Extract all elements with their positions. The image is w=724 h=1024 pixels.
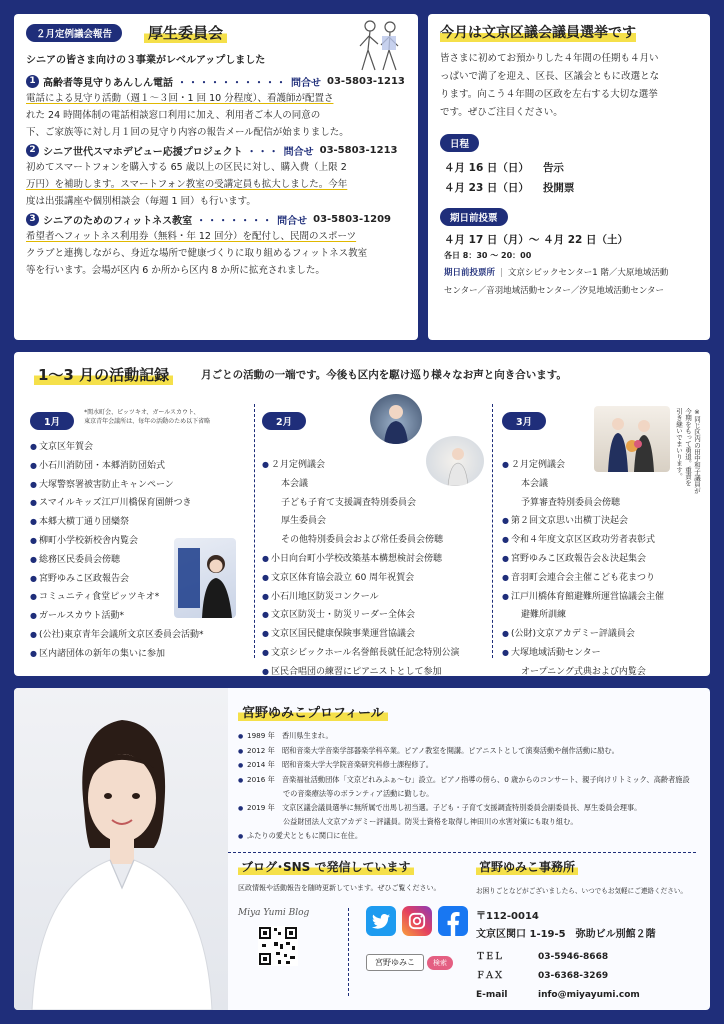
list-item — [262, 606, 486, 625]
column-divider — [254, 404, 255, 658]
report-item-3-heading: シニアのためのフィットネス教室 — [43, 215, 193, 227]
search-box[interactable] — [366, 954, 453, 971]
office-postal: 〒112-0014 — [476, 911, 539, 922]
section-divider — [228, 852, 696, 853]
march-list — [502, 456, 702, 676]
bullet-icon: ● — [502, 535, 509, 545]
schedule-list — [440, 158, 698, 198]
fax-label: ＦＡＸ — [476, 971, 504, 981]
profile-line — [238, 729, 704, 744]
list-item — [30, 645, 250, 664]
person-photo-icon — [426, 436, 484, 486]
office-description: お困りごとなどがございましたら、いつでもお気軽にご連絡ください。 — [476, 887, 687, 895]
report-item-2-heading-row — [26, 141, 406, 159]
report-item-3-body — [26, 228, 406, 279]
office-section — [476, 856, 704, 1006]
list-item — [502, 494, 702, 513]
profile-line — [238, 758, 704, 773]
list-item-text: 令和４年度文京区区政功労者表彰式 — [510, 535, 655, 546]
list-item-text: 小石川消防団・本郷消防団始式 — [38, 460, 165, 471]
profile-line — [238, 829, 704, 844]
email-address[interactable]: info@miyayumi.com — [538, 990, 640, 1000]
tel-label: ＴＥＬ — [476, 952, 504, 962]
sns-description: 区政情報や活動報告を随時更新しています。ぜひご覧ください。 — [238, 884, 441, 892]
body-line: クラブと連携しながら、身近な場所で健康づくりに取り組めるフィットネス教室 — [26, 248, 368, 259]
report-tag: ２月定例議会報告 — [26, 24, 122, 42]
list-item-text: 本郷大横丁通り団欒祭 — [38, 517, 129, 528]
profile-line-text: 2012 年 昭和音楽大学音楽学部器楽学科卒業。ピアノ教室を開講。ピアニストとして演奏活動や創作活動に励む。 — [247, 745, 619, 755]
list-item-text: 宮野ゆみこ区政報告会＆決起集会 — [510, 553, 646, 564]
body-line: 電話による見守り活動（週１～３回・1 回 10 分程度）、看護師が配置さ — [26, 93, 334, 104]
early-voting-hours: 各日 8：30 ～ 20：00 — [444, 251, 532, 260]
venue-label: 期日前投票所 — [444, 268, 496, 278]
march-photo-caption: ※同じ区内の田中和子議員が 今期をもって勇退。重責を 引き継いでまいります。 — [675, 408, 701, 494]
list-item — [262, 569, 486, 588]
twitter-icon[interactable] — [366, 906, 396, 936]
early-voting-label: 期日前投票 — [440, 208, 508, 226]
profile-line — [238, 773, 704, 788]
bullet-icon: ● — [238, 762, 244, 769]
number-badge-2: 2 — [26, 144, 39, 157]
contact-phone-1[interactable]: 03-5803-1213 — [327, 75, 405, 87]
contact-phone-2[interactable]: 03-5803-1213 — [319, 144, 398, 156]
column-divider — [348, 908, 349, 996]
body-line: 下、ご家族等に対し月１回の見守り内容の報告メール配信が始まりました。 — [26, 127, 349, 138]
list-item-text: 江戸川橋体育館避難所運営協議会主催 — [510, 591, 664, 602]
list-item — [502, 569, 702, 588]
bullet-icon: ● — [262, 666, 269, 676]
dot-leader: ・・・・・・・・・・ — [177, 77, 287, 89]
committee-report-panel — [14, 14, 418, 340]
report-item-3-heading-row — [26, 210, 406, 228]
schedule-row — [444, 178, 698, 198]
schedule-label: 日程 — [440, 134, 479, 152]
report-lead: シニアの皆さま向けの３事業がレベルアップしました — [26, 55, 266, 66]
contact-phone-3[interactable]: 03-5803-1209 — [313, 213, 391, 225]
list-item-text: 厚生委員会 — [272, 516, 327, 527]
bullet-icon: ● — [30, 554, 37, 564]
schedule-event: 投開票 — [542, 182, 575, 194]
candidate-portrait-icon — [14, 688, 228, 1010]
list-item — [30, 626, 250, 645]
bullet-icon: ● — [262, 629, 269, 639]
list-item-text: 小石川地区防災コンクール — [270, 591, 379, 602]
profile-line-text: 2016 年 音楽福祉活動団体「文京どれみふぁ～む」設立。ピアノ指導の傍ら、0 歳からのコンサート、親子向けリトミック、高齢者施設 — [247, 774, 690, 784]
bullet-icon: ● — [262, 553, 269, 563]
list-item — [502, 606, 702, 625]
bullet-icon: ● — [502, 460, 509, 469]
office-title: 宮野ゆみこ事務所 — [476, 858, 578, 875]
list-item-text: 宮野ゆみこ区政報告会 — [38, 573, 129, 584]
schedule-date: ４月 16 日（日） — [444, 162, 529, 174]
body-line: 初めてスマートフォンを購入する 65 歳以上の区民に対し、購入費（上限 2 — [26, 162, 347, 173]
list-item — [262, 625, 486, 644]
list-item-text: 小日向台町小学校改築基本構想検討会傍聴 — [270, 553, 442, 564]
february-list — [262, 456, 486, 676]
list-item-text: 大塚地域活動センター — [510, 647, 601, 658]
bullet-icon: ● — [238, 776, 244, 784]
bullet-icon: ● — [30, 629, 37, 639]
profile-panel — [14, 688, 710, 1010]
bullet-icon: ● — [30, 573, 37, 583]
bullet-icon: ● — [30, 611, 37, 621]
portrait-photo — [14, 688, 228, 1010]
list-item — [502, 512, 702, 531]
election-panel — [428, 14, 710, 340]
venue-line: センター／音羽地域活動センター／汐見地域活動センター — [444, 286, 664, 296]
body-line: っぱいで満了を迎え、区長、区議会ともに改選とな — [440, 71, 660, 82]
profile-line-text: 1989 年 香川県生まれ。 — [247, 731, 333, 740]
bullet-icon: ● — [262, 460, 269, 469]
list-item-text: 本会議 — [272, 478, 309, 489]
list-item — [262, 512, 486, 531]
profile-line-text: 2014 年 昭和音楽大学大学院音楽研究科修士課程修了。 — [247, 760, 433, 769]
activities-subtitle: 月ごとの活動の一端です。今後も区内を駆け巡り様々なお声と向き合います。 — [201, 369, 567, 381]
list-item-text: 本会議 — [512, 478, 549, 489]
list-item-text: その他特別委員会および常任委員会傍聴 — [272, 535, 444, 546]
bullet-icon: ● — [502, 647, 509, 657]
list-item-text: 区内諸団体の新年の集いに参加 — [38, 648, 165, 659]
bullet-icon: ● — [30, 517, 37, 527]
search-input[interactable]: 宮野ゆみこ — [366, 954, 424, 971]
number-badge-3: 3 — [26, 213, 39, 226]
bullet-icon: ● — [238, 832, 244, 840]
schedule-date: ４月 23 日（日） — [444, 182, 529, 194]
list-item — [502, 588, 702, 607]
january-photo — [174, 538, 236, 618]
bullet-icon: ● — [502, 591, 509, 601]
list-item — [502, 550, 702, 569]
body-line: 希望者へフィットネス利用券（無料・年 12 回分）を配付し、民間のスポーツ — [26, 231, 357, 242]
list-item-text: (公社)東京青年会議所文京区委員会活動* — [38, 629, 204, 640]
bullet-icon: ● — [262, 572, 269, 582]
list-item-text: 柳町小学校新校舎内覧会 — [38, 535, 138, 546]
schedule-row — [444, 158, 698, 178]
list-item-text: 文京区国民健康保険事業運営協議会 — [270, 629, 415, 640]
report-item-2-body — [26, 159, 406, 210]
voting-venues: 期日前投票所 | 文京シビックセンター1 階／大原地域活動 センター／音羽地域活動センター／汐見地域活動センター — [440, 264, 698, 300]
list-item — [30, 494, 250, 513]
list-item — [30, 438, 250, 457]
report-item-1-heading: 高齢者等見守りあんしん電話 — [43, 77, 173, 89]
list-item — [30, 513, 250, 532]
month-label-feb: 2月 — [262, 412, 306, 430]
profile-line-text: 公益財団法人文京アカデミー評議員。防災士資格を取得し神田川の水害対策にも取り組む。 — [247, 817, 578, 826]
facebook-icon[interactable] — [438, 906, 468, 936]
column-divider — [492, 404, 493, 658]
qr-code[interactable] — [258, 926, 298, 966]
email-label: E-mail — [476, 990, 508, 1000]
profile-line — [238, 815, 704, 829]
schedule-event: 告示 — [542, 162, 564, 174]
profile-line-text: ふたりの愛犬とともに関口に在住。 — [247, 830, 363, 840]
activities-title: 1～3 月の活動記録 — [34, 364, 173, 385]
list-item — [502, 475, 702, 494]
list-item-text: 総務区民委員会傍聴 — [38, 554, 120, 565]
bullet-icon: ● — [30, 648, 37, 658]
bullet-icon: ● — [238, 733, 244, 740]
january-column — [30, 408, 250, 664]
list-item-text: 文京区年賀会 — [38, 442, 93, 452]
list-item — [502, 663, 702, 676]
body-line: れた 24 時間体制の電話相談窓口利用に加え、利用者ご本人の同意の — [26, 110, 321, 121]
list-item-text: (公財)文京アカデミー評議員会 — [510, 629, 635, 640]
list-item-text: スマイルキッズ江戸川橋保育園餅つき — [38, 498, 192, 509]
office-contacts — [476, 948, 704, 1005]
bullet-icon: ● — [502, 553, 509, 563]
list-item-text: 区民合唱団の練習にピアニストとして参加 — [270, 666, 442, 676]
dot-leader: ・・・・・・・ — [196, 215, 274, 227]
sns-title: ブログ･SNS で発信しています — [238, 858, 414, 875]
list-item-text: ガールスカウト活動* — [38, 611, 125, 622]
profile-line-text: での音楽療法等のボランティア活動に勤しむ。 — [247, 789, 434, 798]
note-line: *関水町会、ピッツキオ、ガールスカウト、 — [84, 409, 200, 416]
dot-leader: ・・・ — [246, 146, 280, 158]
list-item — [262, 588, 486, 607]
profile-title: 宮野ゆみこプロフィール — [238, 702, 388, 721]
activities-panel — [14, 352, 710, 676]
body-line: 万円）を補助します。スマートフォン教室の受講定員も拡大しました。今年 — [26, 179, 348, 190]
contact-label: 問合せ — [283, 146, 314, 158]
body-line: 等を行います。会場が区内 6 か所から区内 8 か所に拡充されました。 — [26, 265, 325, 276]
list-item-text: 子ども子育て支援調査特別委員会 — [272, 497, 417, 508]
list-item — [502, 531, 702, 550]
fax-number: 03-6368-3269 — [538, 971, 609, 981]
note-line: 東京青年会議所は、毎年の活動のため以下省略 — [84, 418, 211, 425]
early-voting-range: ４月 17 日（月）～ ４月 22 日（土） — [444, 234, 629, 246]
bullet-icon: ● — [30, 592, 37, 602]
profile-line-text: 2019 年 文京区議会議員選挙に無所属で出馬し初当選。子ども・子育て支援調査特別委員会副委員長、厚生委員会理事。 — [247, 802, 642, 812]
election-description — [440, 50, 698, 122]
list-item-text: 文京区体育協会設立 60 周年祝賀会 — [270, 572, 415, 583]
bullet-icon: ● — [502, 572, 509, 582]
profile-line — [238, 787, 704, 801]
report-item-2-heading: シニア世代スマホデビュー応援プロジェクト — [43, 146, 243, 158]
list-item-text: 文京区防災士・防災リーダー全体会 — [270, 610, 415, 621]
sns-section — [238, 856, 464, 1006]
bullet-icon: ● — [502, 516, 509, 526]
month-label-mar: 3月 — [502, 412, 546, 430]
february-photo-1 — [370, 394, 422, 444]
list-item-text: 第２回文京思い出横丁決起会 — [510, 516, 628, 527]
number-badge-1: 1 — [26, 75, 39, 88]
bullet-icon: ● — [262, 591, 269, 601]
list-item — [262, 531, 486, 550]
list-item-text: 大塚警察署被害防止キャンペーン — [38, 479, 174, 490]
profile-line — [238, 801, 704, 816]
bullet-icon: ● — [502, 629, 509, 639]
profile-list — [238, 729, 704, 843]
bullet-icon: ● — [30, 442, 37, 451]
march-photo — [594, 406, 670, 472]
list-item-text: 音羽町会連合会主催こども花まつり — [510, 572, 655, 583]
list-item-text: ２月定例議会 — [510, 460, 565, 470]
january-note — [84, 408, 210, 426]
tel-number[interactable]: 03-5946-8668 — [538, 952, 609, 962]
bullet-icon: ● — [30, 498, 37, 508]
february-photo-2 — [426, 436, 484, 486]
bullet-icon: ● — [262, 647, 269, 657]
bullet-icon: ● — [30, 460, 37, 470]
body-line: です。ぜひご注目ください。 — [440, 107, 563, 118]
list-item-text: コミュニティ食堂ピッツキオ* — [38, 592, 160, 603]
list-item — [30, 476, 250, 495]
list-item — [502, 644, 702, 663]
contact-label: 問合せ — [277, 215, 308, 227]
instagram-icon[interactable] — [402, 906, 432, 936]
list-item-text: 避難所訓練 — [512, 610, 567, 621]
report-item-1-body — [26, 90, 406, 141]
search-button[interactable]: 検索 — [427, 956, 453, 970]
body-line: 皆さまに初めてお預かりした４年間の任期も４月い — [440, 53, 659, 64]
bullet-icon: ● — [30, 535, 37, 545]
contact-label: 問合せ — [291, 77, 321, 89]
list-item — [262, 550, 486, 569]
list-item-text: 文京シビックホール名誉館長就任記念特別公演 — [270, 647, 460, 658]
office-address: 文京区関口 1-19-5 弥助ビル別館２階 — [476, 929, 656, 940]
body-line: ります。向こう４年間の区政を左右する大切な選挙 — [440, 89, 658, 100]
list-item — [262, 663, 486, 676]
bullet-icon: ● — [262, 610, 269, 620]
bullet-icon: ● — [238, 804, 244, 812]
blog-logo[interactable]: Miya Yumi Blog — [238, 908, 310, 918]
people-photo-icon — [594, 406, 670, 472]
list-item-text: オープニング式典および内覧会 — [512, 666, 646, 676]
person-photo-icon — [370, 394, 422, 444]
qr-code-icon — [258, 926, 298, 966]
list-item — [262, 644, 486, 663]
body-line: 度は出張講座や個別相談会（毎週 1 回）も行います。 — [26, 196, 256, 207]
election-title: 今月は文京区議会議員選挙です — [440, 22, 636, 42]
venue-line: 文京シビックセンター1 階／大原地域活動 — [507, 268, 669, 278]
person-photo-icon — [174, 538, 236, 618]
list-item — [30, 457, 250, 476]
profile-line — [238, 744, 704, 759]
walking-seniors-illustration — [348, 18, 408, 76]
list-item — [262, 494, 486, 513]
month-label-jan: 1月 — [30, 412, 74, 430]
bullet-icon: ● — [30, 479, 37, 489]
list-item-text: ２月定例議会 — [270, 460, 325, 470]
report-title: 厚生委員会 — [144, 22, 227, 43]
bullet-icon: ● — [238, 747, 244, 755]
list-item-text: 予算審査特別委員会傍聴 — [512, 497, 621, 508]
list-item — [502, 625, 702, 644]
